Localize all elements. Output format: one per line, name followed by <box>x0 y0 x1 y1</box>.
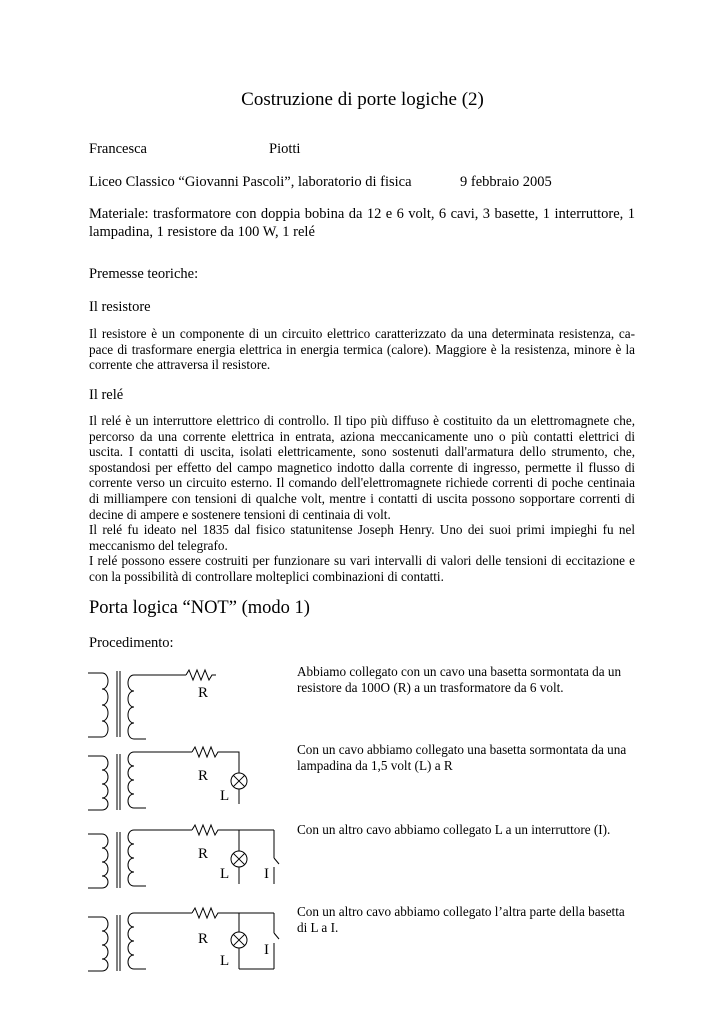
text-line: con la possibilità di controllare molteplici combinazioni di contatti. <box>89 568 444 584</box>
switch-label: I <box>264 942 269 958</box>
circuit-diagram-step-4 <box>88 903 283 978</box>
text-line: lampadina da 1,5 volt (L) a R <box>297 758 453 773</box>
text-line: uscita. I contatti di uscita, isolati elettricamente, sono sostenuti dall'armatura dello strumento, che, <box>89 444 635 460</box>
report-date: 9 febbraio 2005 <box>460 174 552 190</box>
materials-list <box>89 206 635 241</box>
text-line: pace di trasformare energia elettrica in energia termica (calore). Maggiore è la resistenza, minore è la <box>89 341 635 357</box>
lamp-label: L <box>220 866 230 882</box>
resistor-label: R <box>198 685 209 701</box>
premises-heading: Premesse teoriche: <box>89 266 199 282</box>
circuit-diagram-step-1 <box>88 665 248 740</box>
lamp-label: L <box>220 953 230 969</box>
author-first-name: Francesca <box>89 141 147 157</box>
step-4-description <box>297 904 637 936</box>
materials-line: lampadina, 1 resistore da 100 W, 1 relé <box>89 223 315 240</box>
text-line: meccanismo del telegrafo. <box>89 537 228 553</box>
materials-line: Materiale: trasformatore con doppia bobina da 12 e 6 volt, 6 cavi, 3 basette, 1 interruttore, 1 <box>89 206 635 222</box>
section-title: Porta logica “NOT” (modo 1) <box>89 598 310 618</box>
text-line: Con un altro cavo abbiamo collegato L a un interruttore (I). <box>297 822 611 837</box>
text-line: corrente che attraversa il resistore. <box>89 357 271 373</box>
switch-symbol <box>274 858 279 864</box>
transformer-symbol <box>88 913 134 971</box>
resistor-label: R <box>198 846 209 862</box>
step-1-description <box>297 664 637 696</box>
circuit-diagram-step-2 <box>88 742 248 817</box>
resistor-symbol <box>192 825 274 835</box>
text-line: spostandosi per effetto del campo magnetico indotto dalla corrente di ingresso, permette il flusso di <box>89 459 635 475</box>
step-3-description <box>297 822 637 838</box>
lamp-label: L <box>220 788 230 804</box>
text-line: resistore da 100O (R) a un trasformatore da 6 volt. <box>297 680 564 695</box>
procedure-heading: Procedimento: <box>89 635 174 651</box>
text-line: Abbiamo collegato con un cavo una basetta sormontata da un <box>297 664 622 679</box>
circuit-diagram-step-3 <box>88 820 283 895</box>
resistor-symbol <box>192 908 274 918</box>
text-line: Con un cavo abbiamo collegato una basetta sormontata da una <box>297 742 627 757</box>
author-last-name: Piotti <box>269 141 301 157</box>
text-line: di L a I. <box>297 920 339 935</box>
transformer-symbol <box>88 830 134 888</box>
relay-heading: Il relé <box>89 387 124 403</box>
text-line: Il resistore è un componente di un circuito elettrico caratterizzato da una determinata resistenza, ca- <box>89 326 635 341</box>
text-line: Con un altro cavo abbiamo collegato l’altra parte della basetta <box>297 904 625 919</box>
text-line: I relé possono essere costruiti per funzionare su vari intervalli di valori delle tensioni di eccitazione e <box>89 553 635 569</box>
text-line: Il relé è un interruttore elettrico di controllo. Il tipo più diffuso è costituito da un elettromagnete che, <box>89 413 635 428</box>
switch-label: I <box>264 866 269 882</box>
page-title: Costruzione di porte logiche (2) <box>241 89 484 110</box>
resistor-label: R <box>198 931 209 947</box>
transformer-symbol <box>88 752 134 810</box>
text-line: di milliampere con tensioni di qualche volt, mentre i contatti di uscita possono sopportare correnti di <box>89 490 635 506</box>
text-line: percorso da una corrente elettrica in entrata, aziona meccanicamente uno o più contatti elettrici di <box>89 428 635 444</box>
relay-paragraph <box>89 413 635 585</box>
switch-symbol <box>274 933 279 939</box>
text-line: corrente verso un circuito esterno. Il comando dell'elettromagnete richiede correnti di poche centinaia <box>89 475 635 491</box>
school-info: Liceo Classico “Giovanni Pascoli”, laboratorio di fisica <box>89 174 412 190</box>
step-2-description <box>297 742 637 774</box>
resistor-label: R <box>198 768 209 784</box>
text-line: decine di ampere e sostenere tensioni di centinaia di volt. <box>89 506 391 522</box>
resistor-paragraph <box>89 326 635 373</box>
resistor-heading: Il resistore <box>89 299 151 315</box>
transformer-symbol <box>88 671 134 739</box>
text-line: Il relé fu ideato nel 1835 dal fisico statunitense Joseph Henry. Uno dei suoi primi impieghi fu nel <box>89 522 635 538</box>
resistor-symbol <box>186 670 216 680</box>
